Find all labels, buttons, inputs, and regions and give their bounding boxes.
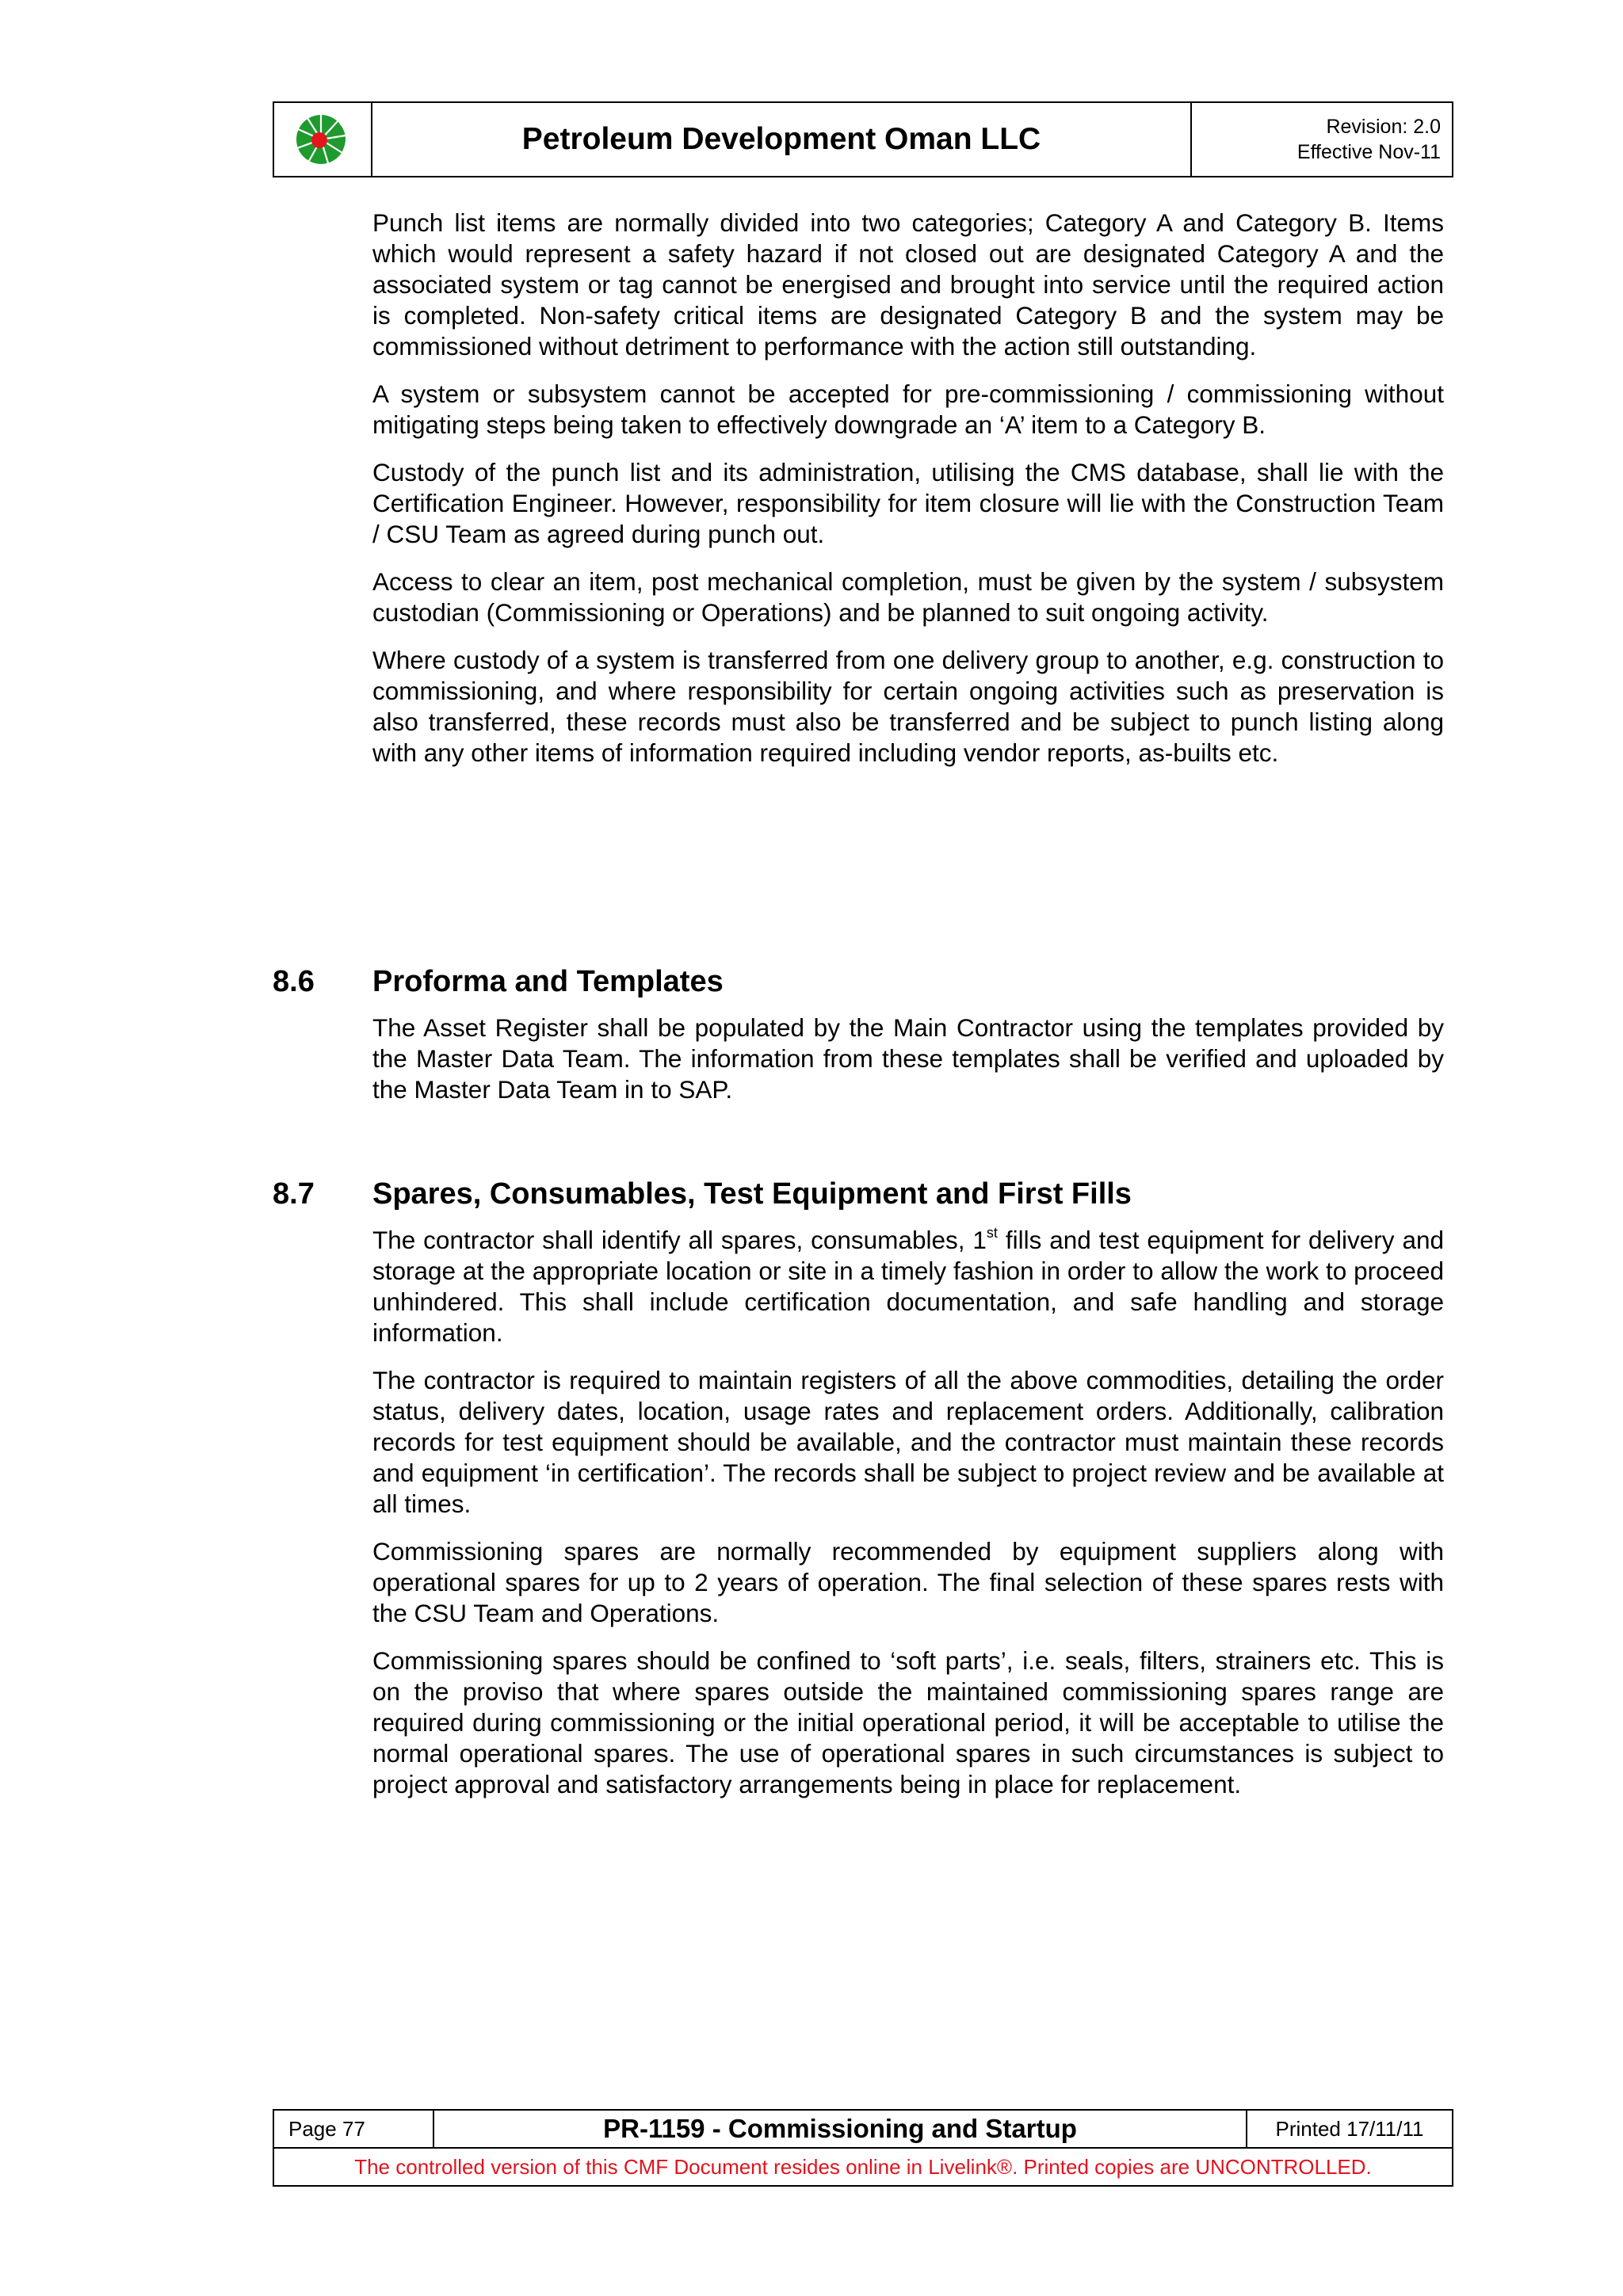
paragraph: Commissioning spares are normally recommended by equipment suppliers along with operational spares for up to 2 years of operation. The final selection of these spares rests with the CSU Team and Operations. — [372, 1537, 1444, 1627]
text-run: fills and test equipment for delivery and storage at the appropriate location or site in a timely fashion in order to allow the work to proceed unhindered. This shall include certification documentation, and safe handling and storage information. — [372, 1226, 1444, 1347]
printed-date: Printed 17/11/11 — [1275, 2116, 1424, 2141]
section-number: 8.7 — [273, 1177, 315, 1211]
revision-info — [1192, 103, 1452, 176]
section-8-7 — [273, 1176, 1445, 1817]
superscript: st — [986, 1225, 998, 1241]
section-title: Spares, Consumables, Test Equipment and First Fills — [372, 1177, 1132, 1211]
pdo-logo-icon — [292, 112, 353, 167]
logo-cell — [274, 103, 372, 176]
section-8-6 — [273, 963, 1445, 1122]
section-number: 8.6 — [273, 965, 315, 998]
paragraph: Commissioning spares should be confined to ‘soft parts’, i.e. seals, filters, strainers etc. This is on the proviso that where spares outside the maintained commissioning spares range are required during commissioning or the initial operational period, it will be acceptable to utilise the normal operational spares. The use of operational spares in such circumstances is subject to project approval and satisfactory arrangements being in place for replacement. — [372, 1646, 1444, 1798]
paragraph: Custody of the punch list and its administration, utilising the CMS database, shall lie with the Certification Engineer. However, responsibility for item closure will lie with the Construction Team / CSU Team as agreed during punch out. — [372, 458, 1444, 548]
paragraph: Where custody of a system is transferred from one delivery group to another, e.g. construction to commissioning, and where responsibility for certain ongoing activities such as preservation is also transferred, these records must also be transferred and be subject to punch listing along with any other items of information required including vendor reports, as-builts etc. — [372, 646, 1444, 767]
paragraph: The contractor is required to maintain registers of all the above commodities, detailing the order status, delivery dates, location, usage rates and replacement orders. Additionally, calibration records for test equipment should be available, and the contractor must maintain these records and equipment ‘in certification’. The records shall be subject to project review and be available at all times. — [372, 1366, 1444, 1518]
document-title: PR-1159 - Commissioning and Startup — [434, 2111, 1247, 2147]
paragraph — [372, 1225, 1444, 1348]
section-body — [372, 1225, 1444, 1800]
footer-row — [274, 2111, 1452, 2149]
page-header — [273, 101, 1453, 177]
page-number: Page 77 — [274, 2111, 434, 2147]
text-run: The contractor shall identify all spares, consumables, 1 — [372, 1226, 987, 1254]
section-title: Proforma and Templates — [372, 965, 724, 998]
company-name: Petroleum Development Oman LLC — [372, 103, 1192, 176]
section-heading — [273, 963, 1445, 1000]
paragraph: The Asset Register shall be populated by the Main Contractor using the templates provided by the Master Data Team. The information from these templates shall be verified and uploaded by the Master Data Team in to SAP. — [372, 1013, 1444, 1104]
section-body — [372, 1013, 1444, 1105]
paragraph: A system or subsystem cannot be accepted for pre-commissioning / commissioning without mitigating steps being taken to effectively downgrade an ‘A’ item to a Category B. — [372, 379, 1444, 439]
paragraph: Access to clear an item, post mechanical completion, must be given by the system / subsystem custodian (Commissioning or Operations) and be planned to suit ongoing activity. — [372, 567, 1444, 627]
section-heading — [273, 1176, 1445, 1212]
intro-content — [372, 208, 1444, 785]
revision: Revision: 2.0 — [1326, 116, 1441, 138]
controlled-copy-notice: The controlled version of this CMF Document resides online in Livelink®. Printed copies are UNCONTROLLED. — [354, 2154, 1372, 2179]
paragraph: Punch list items are normally divided into two categories; Category A and Category B. Items which would represent a safety hazard if not closed out are designated Category A and the associated system or tag cannot be energised and brought into service until the required action is completed. Non-safety critical items are designated Category B and the system may be commissioned without detriment to performance with the action still outstanding. — [372, 208, 1444, 360]
page-footer — [273, 2109, 1453, 2187]
effective-date: Effective Nov-11 — [1296, 141, 1441, 163]
